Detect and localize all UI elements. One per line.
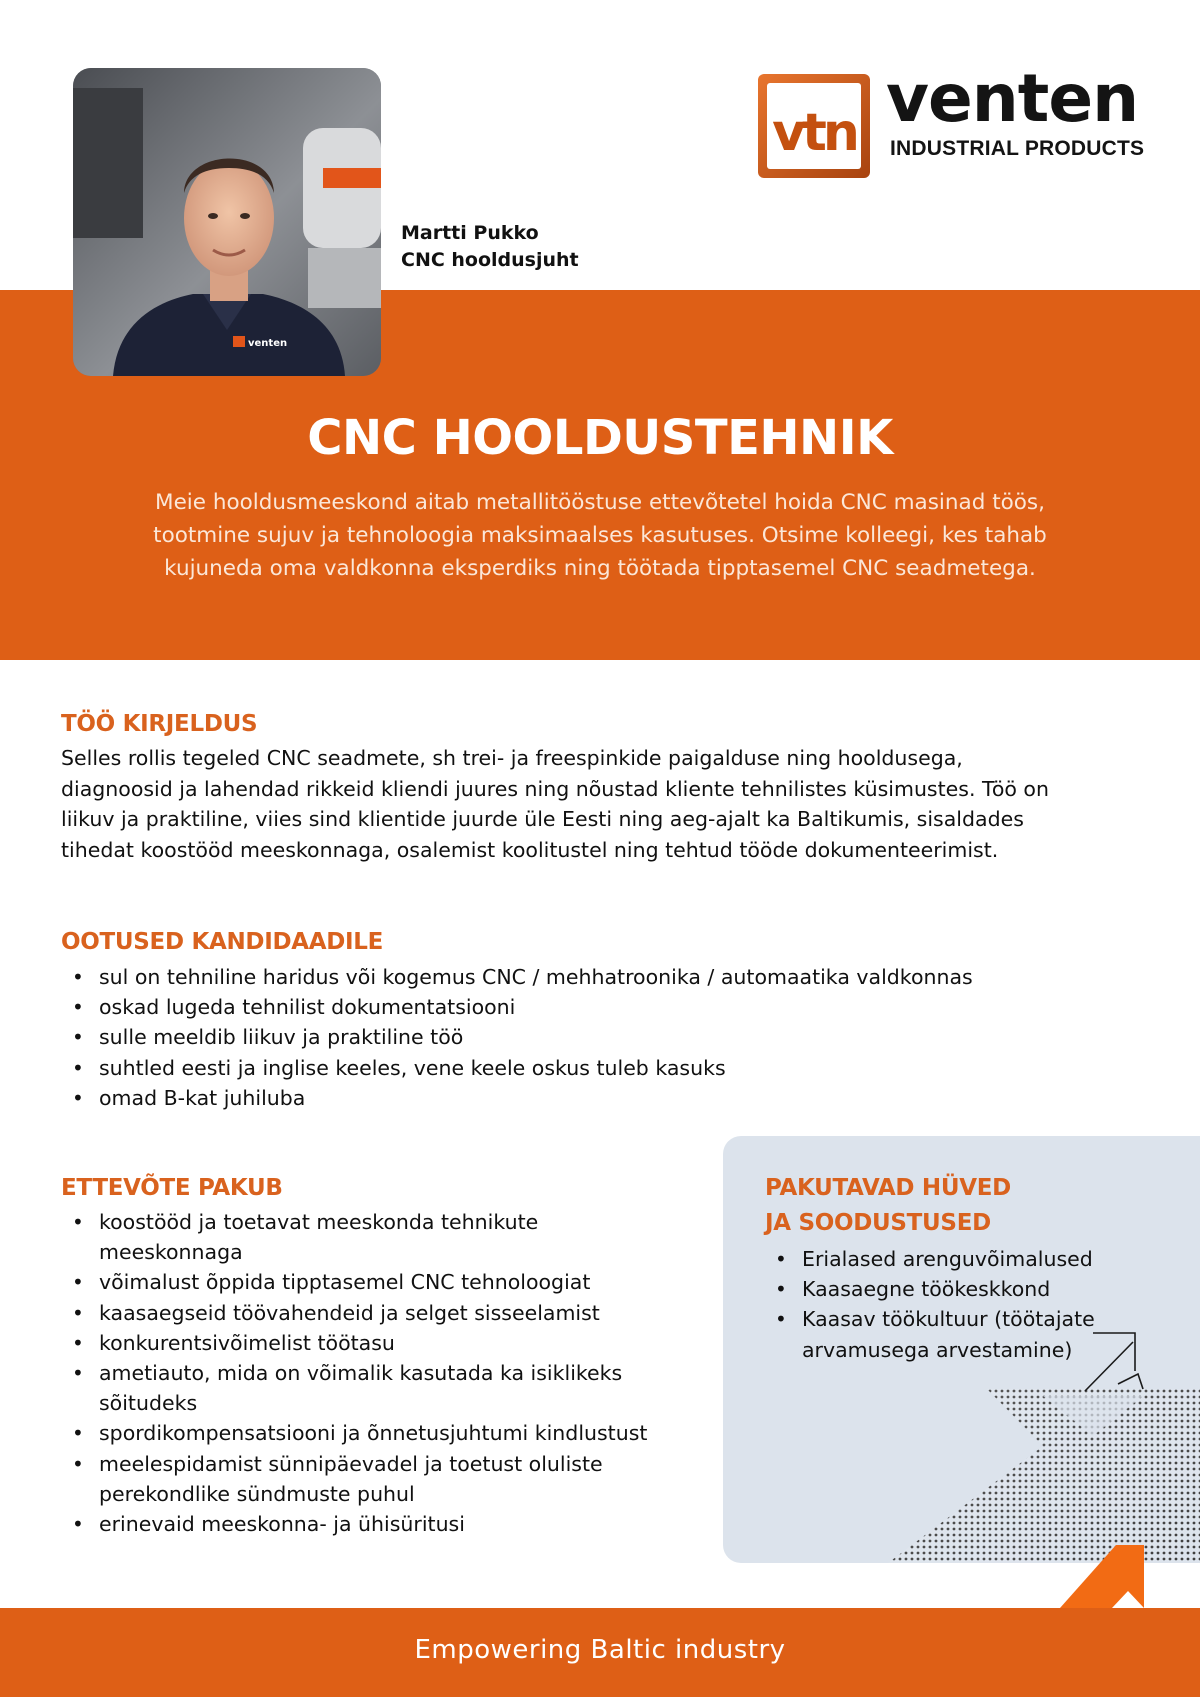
offer-list (61, 1207, 681, 1539)
benefits-heading-line2: JA SOODUSTUSED (765, 1210, 991, 1236)
shirt-logo: venten (248, 338, 288, 349)
list-item: • suhtled eesti ja inglise keeles, vene keele oskus tuleb kasuks (61, 1053, 981, 1083)
list-item: • Kaasaegne töökeskkond (764, 1274, 1144, 1304)
list-item: • konkurentsivõimelist töötasu (61, 1328, 681, 1358)
benefits-heading-line1: PAKUTAVAD HÜVED (765, 1175, 1011, 1201)
list-item: • ametiauto, mida on võimalik kasutada ka isiklikeks sõitudeks (61, 1358, 681, 1418)
list-item: • erinevaid meeskonna- ja ühisüritusi (61, 1509, 681, 1539)
list-item: • koostööd ja toetavat meeskonda tehnikute meeskonnaga (61, 1207, 681, 1267)
expectations-list (61, 962, 981, 1113)
list-item: • võimalust õppida tipptasemel CNC tehnoloogiat (61, 1267, 681, 1297)
footer-bar (0, 1608, 1200, 1697)
list-item: • kaasaegseid töövahendeid ja selget sisseelamist (61, 1298, 681, 1328)
contact-name: Martti Pukko (401, 222, 539, 244)
expectations-heading: OOTUSED KANDIDAADILE (61, 929, 384, 955)
logo-mark-letters: vtn (772, 103, 856, 163)
list-item: • sul on tehniline haridus või kogemus CNC / mehhatroonika / automaatika valdkonnas (61, 962, 981, 992)
logo-wordmark: venten (886, 60, 1139, 137)
contact-photo (73, 68, 381, 376)
list-item: • spordikompensatsiooni ja õnnetusjuhtumi kindlustust (61, 1418, 681, 1448)
job-description-text: Selles rollis tegeled CNC seadmete, sh trei- ja freespinkide paigalduse ning hooldusega, diagnoosid ja lahendad rikkeid kliendi juures ning nõustad kliente tehnilistes küsimustes. Töö on liikuv ja praktiline, viies sind klientide juurde üle Eesti ning aeg-ajalt ka Baltikumis, sisaldades tihedat koostööd meeskonnaga, osalemist koolitustel ning tehtud tööde dokumenteerimist. (61, 746, 1049, 862)
benefits-list (764, 1244, 1144, 1365)
list-item: • Erialased arenguvõimalused (764, 1244, 1144, 1274)
venten-logo (756, 60, 1146, 182)
list-item: • sulle meeldib liikuv ja praktiline töö (61, 1022, 981, 1052)
orange-arrow-icon (1060, 1545, 1144, 1608)
contact-role: CNC hooldusjuht (401, 249, 579, 271)
list-item: • oskad lugeda tehnilist dokumentatsiooni (61, 992, 981, 1022)
job-description-heading: TÖÖ KIRJELDUS (61, 711, 258, 737)
footer-slogan: Empowering Baltic industry (414, 1635, 786, 1665)
list-item: • Kaasav töökultuur (töötajate arvamusega arvestamine) (764, 1304, 1144, 1364)
job-title: CNC HOOLDUSTEHNIK (307, 410, 893, 466)
logo-tagline: INDUSTRIAL PRODUCTS (890, 137, 1145, 160)
logo-mark-icon (756, 72, 872, 180)
offer-heading: ETTEVÕTE PAKUB (61, 1175, 283, 1201)
intro-paragraph: Meie hooldusmeeskond aitab metallitööstuse ettevõtetel hoida CNC masinad töös, tootmine sujuv ja tehnoloogia maksimaalses kasutuses. Otsime kolleegi, kes tahab kujuneda oma valdkonna eksperdiks ning töötada tipptasemel CNC seadmetega. (153, 490, 1047, 581)
list-item: • meelespidamist sünnipäevadel ja toetust oluliste perekondlike sündmuste puhul (61, 1449, 681, 1509)
list-item: • omad B-kat juhiluba (61, 1083, 981, 1113)
